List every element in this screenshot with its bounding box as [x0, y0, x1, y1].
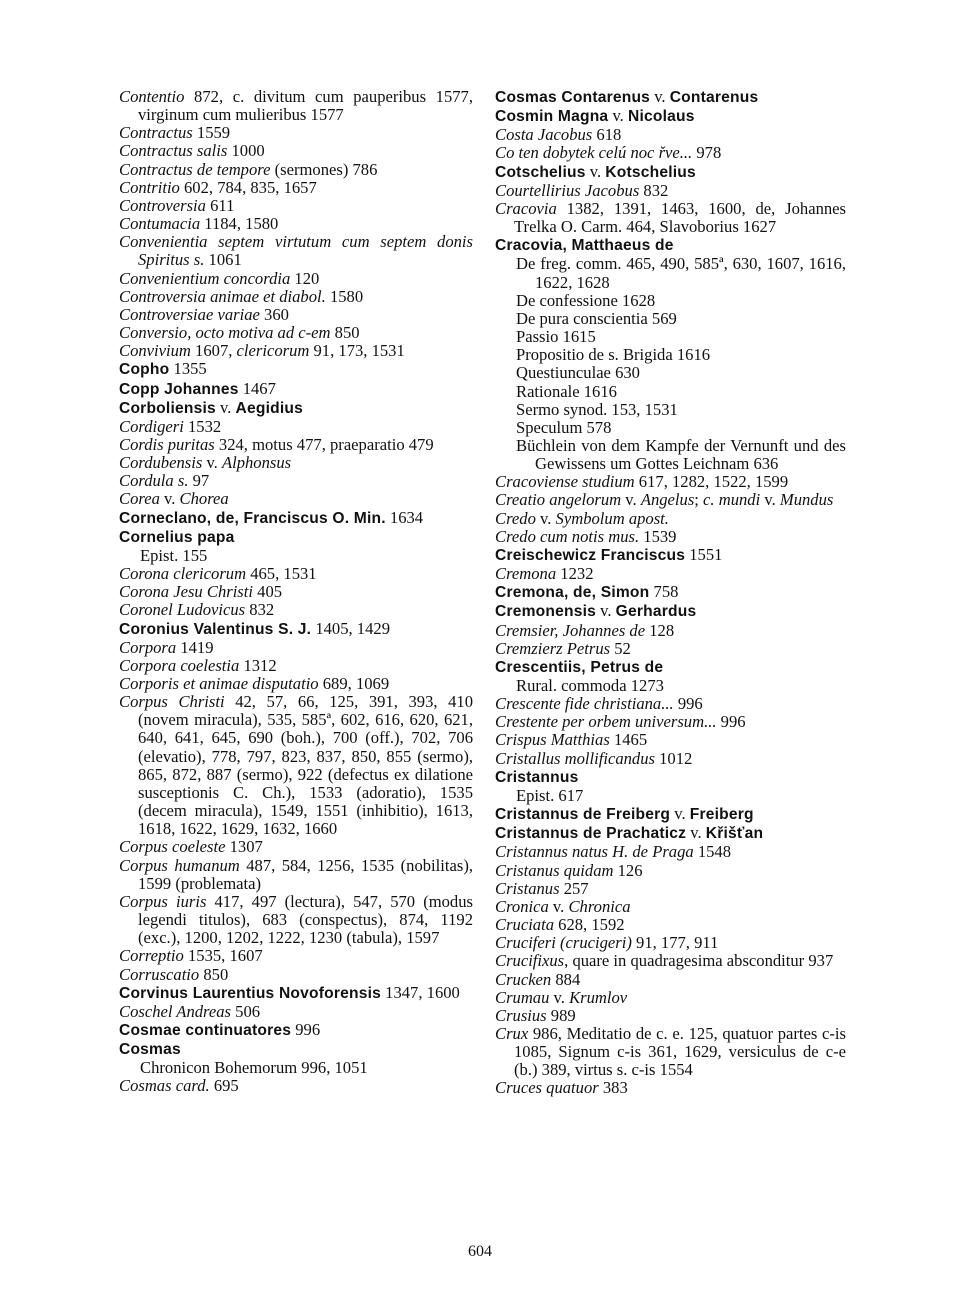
entry-term: c. mundi [703, 490, 761, 510]
entry-heading: Cosmin Magna [495, 108, 609, 126]
entry-text: De freg. comm. 465, 490, 585ª, 630, 1607, 1616, 1622, 1628 [516, 254, 846, 292]
entry-text: 1535, 1607 [183, 946, 263, 966]
entry-text: 126 [613, 860, 643, 880]
entry-text: 996 [291, 1019, 321, 1039]
entry-heading: Corboliensis [119, 399, 216, 417]
entry-term: Corpus iuris [119, 891, 207, 911]
entry-term: Courtellirius Jacobus [495, 180, 640, 200]
entry-text: 978 [692, 143, 722, 163]
index-column-right [495, 88, 846, 1098]
index-entry [495, 658, 846, 677]
entry-heading: Cristannus de Prachaticz [495, 825, 687, 843]
entry-text: 1419 [176, 637, 214, 657]
index-subentry [495, 328, 846, 346]
entry-text: 487, 584, 1256, 1535 (nobilitas), 1599 (problemata) [138, 855, 473, 893]
index-entry [119, 583, 473, 601]
entry-text: 1307 [225, 837, 263, 857]
entry-text: v. [596, 601, 616, 621]
index-entry [495, 182, 846, 200]
entry-text: 1347, 1600 [381, 982, 460, 1002]
entry-text: 1551 [685, 544, 723, 564]
entry-heading: Cremonensis [495, 603, 596, 621]
index-entry [119, 947, 473, 965]
index-entry [495, 236, 846, 255]
entry-text: Propositio de s. Brigida 1616 [516, 345, 711, 365]
entry-term: Costa Jacobus [495, 125, 593, 145]
entry-text: 405 [253, 582, 283, 602]
entry-text: De pura conscientia 569 [516, 308, 677, 328]
index-entry [119, 565, 473, 583]
entry-text: 832 [639, 180, 669, 200]
index-entry [119, 454, 473, 472]
entry-text: 884 [551, 969, 581, 989]
entry-heading: Nicolaus [627, 108, 695, 126]
entry-term: Cremsier, Johannes de [495, 620, 646, 640]
entry-text: v. [535, 508, 556, 528]
entry-text: 128 [645, 620, 675, 640]
entry-term: Cordigeri [119, 416, 184, 436]
index-entry [119, 893, 473, 947]
entry-term: Contritio [119, 177, 180, 197]
entry-text: (sermones) 786 [270, 159, 378, 179]
entry-text: 695 [209, 1076, 239, 1096]
entry-heading: Cotschelius [495, 163, 586, 181]
index-entry [119, 509, 473, 528]
entry-text: 1539 [639, 526, 677, 546]
entry-text: Rural. commoda 1273 [516, 676, 664, 695]
entry-text: 324, motus 477, praeparatio 479 [214, 434, 434, 454]
entry-text: 1184, 1580 [200, 214, 279, 234]
entry-text: 872, c. divitum cum pauperibus 1577, virginum cum mulieribus 1577 [138, 87, 473, 125]
entry-term: Corea [119, 489, 160, 509]
index-entry [119, 233, 473, 269]
index-entry [495, 200, 846, 236]
entry-text: 617, 1282, 1522, 1599 [634, 472, 789, 492]
entry-heading: Cosmas [119, 1041, 181, 1059]
index-entry [495, 528, 846, 546]
index-entry [495, 565, 846, 583]
entry-term: Controversiae variae [119, 304, 260, 324]
entry-term: Cruciferi (crucigeri) [495, 933, 632, 953]
index-entry [495, 1007, 846, 1025]
entry-heading: Kotschelius [605, 163, 696, 181]
index-entry [495, 510, 846, 528]
index-entry [495, 713, 846, 731]
entry-text: v. [215, 397, 236, 417]
entry-term: Cristanus quidam [495, 860, 614, 880]
entry-term: Cremzierz Petrus [495, 638, 611, 658]
index-subentry [495, 346, 846, 364]
entry-heading: Cracovia, Matthaeus de [495, 237, 674, 255]
index-entry [119, 490, 473, 508]
index-entry [495, 622, 846, 640]
entry-text: v. [670, 804, 690, 824]
entry-text: 996 [716, 712, 746, 732]
index-subentry [495, 787, 846, 805]
entry-text: 850 [330, 323, 360, 343]
entry-text: 689, 1069 [318, 674, 390, 693]
entry-text: 1548 [693, 842, 732, 862]
index-entry [119, 601, 473, 619]
entry-term: Corona Jesu Christi [119, 582, 253, 602]
entry-heading: Křišťan [705, 825, 764, 843]
entry-term: Crescente fide christiana... [495, 694, 674, 714]
entry-term: Crumau [495, 987, 550, 1007]
index-entry [119, 675, 473, 693]
entry-term: Conversio, octo motiva ad c-em [119, 323, 331, 343]
entry-text: Passio 1615 [516, 327, 596, 347]
entry-heading: Copp Johannes [119, 380, 239, 398]
index-entry [119, 472, 473, 490]
entry-text: 628, 1592 [554, 915, 625, 935]
index-entry [119, 360, 473, 379]
entry-text: Questiunculae 630 [516, 363, 640, 383]
entry-text: 1312 [239, 655, 277, 675]
entry-heading: Cristannus de Freiberg [495, 806, 671, 824]
entry-text: 1607, [190, 341, 237, 361]
entry-text: Rationale 1616 [516, 381, 617, 401]
index-entry [495, 898, 846, 916]
entry-term: Cremona [495, 564, 557, 584]
index-column-left [119, 88, 473, 1096]
index-subentry [495, 310, 846, 328]
index-entry [119, 288, 473, 306]
entry-term: Cruciata [495, 915, 555, 935]
entry-term: Crucifixus [495, 951, 565, 971]
entry-term: Convivium [119, 341, 191, 361]
entry-term: Cruces quatuor [495, 1078, 599, 1098]
entry-text: 1580 [325, 286, 364, 306]
entry-term: Contractus [119, 123, 193, 143]
entry-text: 417, 497 (lectura), 547, 570 (modus legendi titulos), 683 (conspectus), 874, 1192 (exc.), 1200, 1202, 1222, 1230 (tabula), 1597 [138, 891, 473, 948]
entry-term: Cristanus [495, 878, 560, 898]
index-entry [119, 215, 473, 233]
index-subentry [495, 677, 846, 695]
entry-term: Angelus [640, 490, 695, 510]
index-entry [495, 862, 846, 880]
entry-text: 1465 [609, 730, 648, 750]
entry-text: 1232 [556, 564, 594, 584]
index-entry [119, 124, 473, 142]
entry-term: Crispus Matthias [495, 730, 610, 750]
entry-text: 1634 [385, 507, 424, 527]
entry-text: Epist. 155 [140, 545, 208, 565]
index-entry [495, 163, 846, 182]
index-entry [119, 342, 473, 360]
entry-text: 465, 1531 [246, 564, 317, 584]
entry-term: Credo [495, 508, 536, 528]
entry-text: 1532 [183, 416, 222, 436]
entry-term: Controversia animae et diabol. [119, 286, 326, 306]
index-entry [119, 1077, 473, 1095]
entry-text: 1405, 1429 [311, 618, 390, 638]
entry-text: v. [621, 490, 641, 510]
index-entry [119, 324, 473, 342]
entry-term: Crestente per orbem universum... [495, 712, 717, 732]
index-entry [495, 768, 846, 787]
index-subentry [495, 437, 846, 473]
index-entry [495, 971, 846, 989]
entry-term: Contumacia [119, 214, 201, 234]
entry-term: Contractus de tempore [119, 159, 271, 179]
entry-text: 618 [592, 125, 622, 145]
entry-term: Corpus Christi [119, 692, 225, 712]
entry-term: Chronica [568, 896, 631, 916]
index-entry [119, 179, 473, 197]
entry-term: Cordis puritas [119, 434, 215, 454]
index-entry [119, 966, 473, 984]
entry-text: 1012 [654, 748, 693, 768]
index-entry [119, 142, 473, 160]
index-entry [119, 528, 473, 547]
entry-text: 383 [598, 1078, 628, 1098]
index-entry [495, 1025, 846, 1079]
entry-term: clericorum [236, 341, 310, 361]
index-entry [495, 107, 846, 126]
entry-term: Corona clericorum [119, 564, 247, 584]
entry-term: Cristannus natus H. de Praga [495, 842, 694, 862]
entry-heading: Coronius Valentinus S. J. [119, 620, 312, 638]
entry-text: v. [585, 161, 606, 181]
index-entry [495, 1079, 846, 1097]
index-entry [119, 620, 473, 639]
index-entry [495, 695, 846, 713]
entry-heading: Corneclano, de, Franciscus O. Min. [119, 509, 386, 527]
index-entry [495, 989, 846, 1007]
entry-text: 850 [199, 964, 229, 984]
index-entry [495, 916, 846, 934]
index-entry [119, 639, 473, 657]
entry-heading: Copho [119, 361, 170, 379]
entry-text: Epist. 617 [516, 785, 584, 805]
entry-text: 602, 784, 835, 1657 [179, 177, 317, 197]
entry-text: 611 [205, 195, 235, 215]
entry-term: Contentio [119, 87, 185, 106]
index-entry [119, 693, 473, 838]
entry-term: Coronel Ludovicus [119, 600, 246, 620]
entry-text: 120 [290, 268, 320, 288]
entry-term: Crusius [495, 1005, 547, 1025]
index-entry [495, 824, 846, 843]
entry-term: Cracovia [495, 198, 557, 218]
index-entry [495, 546, 846, 565]
index-entry [119, 1021, 473, 1040]
index-subentry [119, 547, 473, 565]
entry-heading: Aegidius [235, 399, 303, 417]
entry-term: Corpora [119, 637, 177, 657]
entry-term: Crux [495, 1023, 529, 1043]
entry-text: v. [686, 823, 706, 843]
entry-text: 257 [559, 878, 589, 898]
entry-heading: Cosmae continuatores [119, 1021, 292, 1039]
entry-term: Creatio angelorum [495, 490, 622, 510]
entry-term: Krumlov [569, 987, 628, 1007]
entry-term: Corpus humanum [119, 855, 240, 875]
entry-heading: Cristannus [495, 768, 579, 786]
entry-text: 1559 [192, 123, 231, 143]
index-entry [119, 270, 473, 288]
index-entry [119, 1003, 473, 1021]
index-entry [495, 934, 846, 952]
entry-text: 42, 57, 66, 125, 391, 393, 410 (novem miracula), 535, 585ª, 602, 616, 620, 621, 640, 641, 645, 690 (boh.), 700 (off.), 702, 706 (elevatio), 778, 797, 823, 837, 850, 855 (sermo), 865, 872, 887 (sermo), 922 (defectus ex dilatione susceptionis C. Ch.), 1533 (adoratio), 1535 (decem miracula), 1549, 1551 (inhibitio), 1613, 1618, 1622, 1629, 1632, 1660 [138, 692, 473, 839]
entry-text: v. [548, 896, 569, 916]
entry-text: v. [760, 490, 780, 510]
index-entry [495, 952, 846, 970]
entry-term: Cosmas card. [119, 1076, 210, 1096]
entry-heading: Corvinus Laurentius Novoforensis [119, 984, 382, 1002]
entry-text: 1061 [204, 250, 242, 270]
index-entry [119, 1040, 473, 1059]
entry-text: 758 [649, 582, 679, 602]
page-number: 604 [468, 1243, 492, 1260]
index-entry [495, 126, 846, 144]
entry-text: 97 [188, 471, 210, 491]
entry-text: 1382, 1391, 1463, 1600, de, Johannes Trelka O. Carm. 464, Slavoborius 1627 [514, 198, 846, 237]
entry-term: Cronica [495, 896, 549, 916]
entry-text: 506 [231, 1001, 261, 1021]
entry-text: 832 [245, 600, 275, 620]
entry-text: 989 [546, 1005, 576, 1025]
entry-text: 996 [673, 694, 703, 714]
entry-term: Credo cum notis mus. [495, 526, 640, 546]
index-entry [495, 880, 846, 898]
entry-heading: Creischewicz Franciscus [495, 546, 686, 564]
entry-term: Alphonsus [221, 453, 292, 473]
entry-term: Convenientia septem virtutum cum septem donis Spiritus s. [119, 232, 473, 270]
entry-text: Speculum 578 [516, 417, 612, 437]
index-entry [495, 750, 846, 768]
entry-text: Chronicon Bohemorum 996, 1051 [140, 1058, 368, 1078]
index-subentry [495, 401, 846, 419]
entry-text: 1355 [169, 359, 207, 379]
index-entry [495, 843, 846, 861]
index-subentry [495, 255, 846, 291]
entry-term: Cordula s. [119, 471, 189, 491]
entry-term: Mundus [779, 490, 834, 510]
entry-text: 1467 [238, 378, 276, 398]
entry-text: 986, Meditatio de c. e. 125, quatuor partes c-is 1085, Signum c-is 361, 1629, versiculus de c-e (b.) 389, virtus s. c-is 1554 [514, 1023, 846, 1080]
entry-term: Cordubensis [119, 453, 203, 473]
index-entry [119, 88, 473, 124]
entry-term: Corporis et animae disputatio [119, 674, 319, 693]
entry-text: 91, 177, 911 [631, 933, 719, 953]
entry-text: 91, 173, 1531 [309, 341, 405, 361]
entry-heading: Contarenus [669, 89, 759, 106]
entry-term: Chorea [179, 489, 229, 509]
entry-text: De confessione 1628 [516, 290, 656, 310]
entry-heading: Cremona, de, Simon [495, 584, 650, 602]
entry-heading: Cornelius papa [119, 528, 235, 546]
entry-term: Controversia [119, 195, 206, 215]
index-entry [119, 418, 473, 436]
entry-text: ; [694, 490, 704, 510]
index-subentry [119, 1059, 473, 1077]
entry-term: Correptio [119, 946, 184, 966]
index-entry [495, 640, 846, 658]
entry-term: Cracoviense studium [495, 472, 635, 492]
index-subentry [495, 383, 846, 401]
index-entry [119, 380, 473, 399]
index-entry [495, 731, 846, 749]
index-entry [119, 436, 473, 454]
entry-term: Co ten dobytek celú noc řve... [495, 143, 693, 163]
entry-term: Coschel Andreas [119, 1001, 231, 1021]
index-entry [119, 984, 473, 1003]
index-entry [495, 602, 846, 621]
entry-text: v. [650, 87, 670, 106]
index-entry [495, 88, 846, 107]
index-entry [495, 144, 846, 162]
index-subentry [495, 364, 846, 382]
index-entry [119, 161, 473, 179]
entry-term: Symbolum apost. [555, 508, 669, 528]
entry-term: Convenientium concordia [119, 268, 291, 288]
entry-text: 1000 [227, 141, 265, 161]
entry-heading: Cosmas Contarenus [495, 89, 651, 106]
entry-text: , quare in quadragesima absconditur 937 [564, 951, 834, 971]
index-entry [495, 491, 846, 509]
entry-term: Corruscatio [119, 964, 200, 984]
entry-heading: Gerhardus [615, 603, 697, 621]
index-entry [119, 838, 473, 856]
entry-term: Corpora coelestia [119, 655, 240, 675]
index-entry [495, 805, 846, 824]
index-subentry [495, 419, 846, 437]
index-entry [119, 197, 473, 215]
entry-text: v. [608, 106, 628, 126]
entry-text: v. [202, 453, 222, 473]
index-entry [119, 657, 473, 675]
entry-text: v. [159, 489, 180, 509]
index-entry [119, 306, 473, 324]
entry-text: 52 [610, 638, 631, 658]
entry-text: 360 [259, 304, 289, 324]
entry-term: Crucken [495, 969, 552, 989]
entry-heading: Crescentiis, Petrus de [495, 658, 664, 676]
index-entry [119, 399, 473, 418]
entry-text: Büchlein von dem Kampfe der Vernunft und des Gewissens um Gottes Leichnam 636 [516, 435, 846, 474]
index-entry [495, 583, 846, 602]
index-entry [119, 857, 473, 893]
entry-term: Contractus salis [119, 141, 228, 161]
entry-text: v. [549, 987, 570, 1007]
entry-text: Sermo synod. 153, 1531 [516, 399, 678, 419]
index-subentry [495, 292, 846, 310]
index-entry [495, 473, 846, 491]
entry-term: Cristallus mollificandus [495, 748, 655, 768]
entry-term: Corpus coeleste [119, 837, 226, 857]
entry-heading: Freiberg [689, 806, 754, 824]
